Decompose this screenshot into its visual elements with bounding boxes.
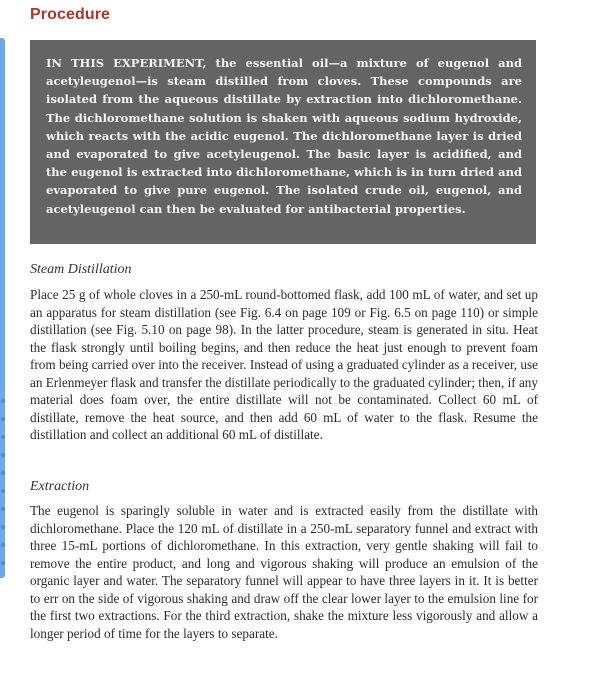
extraction-heading: Extraction [30, 479, 90, 494]
experiment-summary-text: IN THIS EXPERIMENT, the essential oil—a mixture of eugenol and acetyleugenol—is steam distilled from cloves. These compounds are isolated from the aqueous distillate by extraction into dichloromethane. The dichloromethane solution is shaken with aqueous sodium hydroxide, which reacts with the acidic eugenol. The dichloromethane layer is dried and evaporated to give acetyleugenol. The basic layer is acidified, and the eugenol is extracted into dichloromethane, which is in turn dried and evaporated to give pure eugenol. The isolated crude oil, eugenol, and acetyleugenol can then be evaluated for antibacterial properties. [46, 56, 522, 216]
steam-distillation-paragraph: Place 25 g of whole cloves in a 250-mL round-bottomed flask, add 100 mL of water, and set up an apparatus for steam distillation (see Fig. 6.4 on page 109 or Fig. 6.5 on page 110) or simple distillation (see Fig. 5.10 on page 98). In the latter procedure, steam is generated in situ. Heat the flask strongly until boiling begins, and then reduce the heat just enough to prevent foam from being carried over into the receiver. Instead of using a graduated cylinder as a receiver, use an Erlenmeyer flask and transfer the distillate periodically to the graduated cylinder; then, if any material does foam over, the entire distillate will not be contaminated. Collect 60 mL of distillate, remove the heat source, and then add 60 mL of water to the flask. Resume the distillation and collect an additional 60 mL of distillate. [30, 287, 538, 442]
procedure-heading: Procedure [30, 6, 111, 23]
steam-distillation-heading: Steam Distillation [30, 262, 132, 277]
experiment-summary-box [30, 40, 536, 244]
extraction-paragraph: The eugenol is sparingly soluble in water and is extracted easily from the distillate with dichloromethane. Place the 120 mL of distillate in a 250-mL separatory funnel and extract with three 15-mL portions of dichloromethane. In this extraction, very gentle shaking will fail to remove the entire product, and long and vigorous shaking will produce an emulsion of the organic layer and water. The separatory funnel will appear to have three layers in it. It is better to err on the side of vigorous shaking and draw off the clear lower layer to the emulsion line for the first two extractions. For the third extraction, shake the mixture less vigorously and allow a longer period of time for the layers to separate. [30, 503, 538, 641]
margin-dot-marks [0, 392, 6, 572]
